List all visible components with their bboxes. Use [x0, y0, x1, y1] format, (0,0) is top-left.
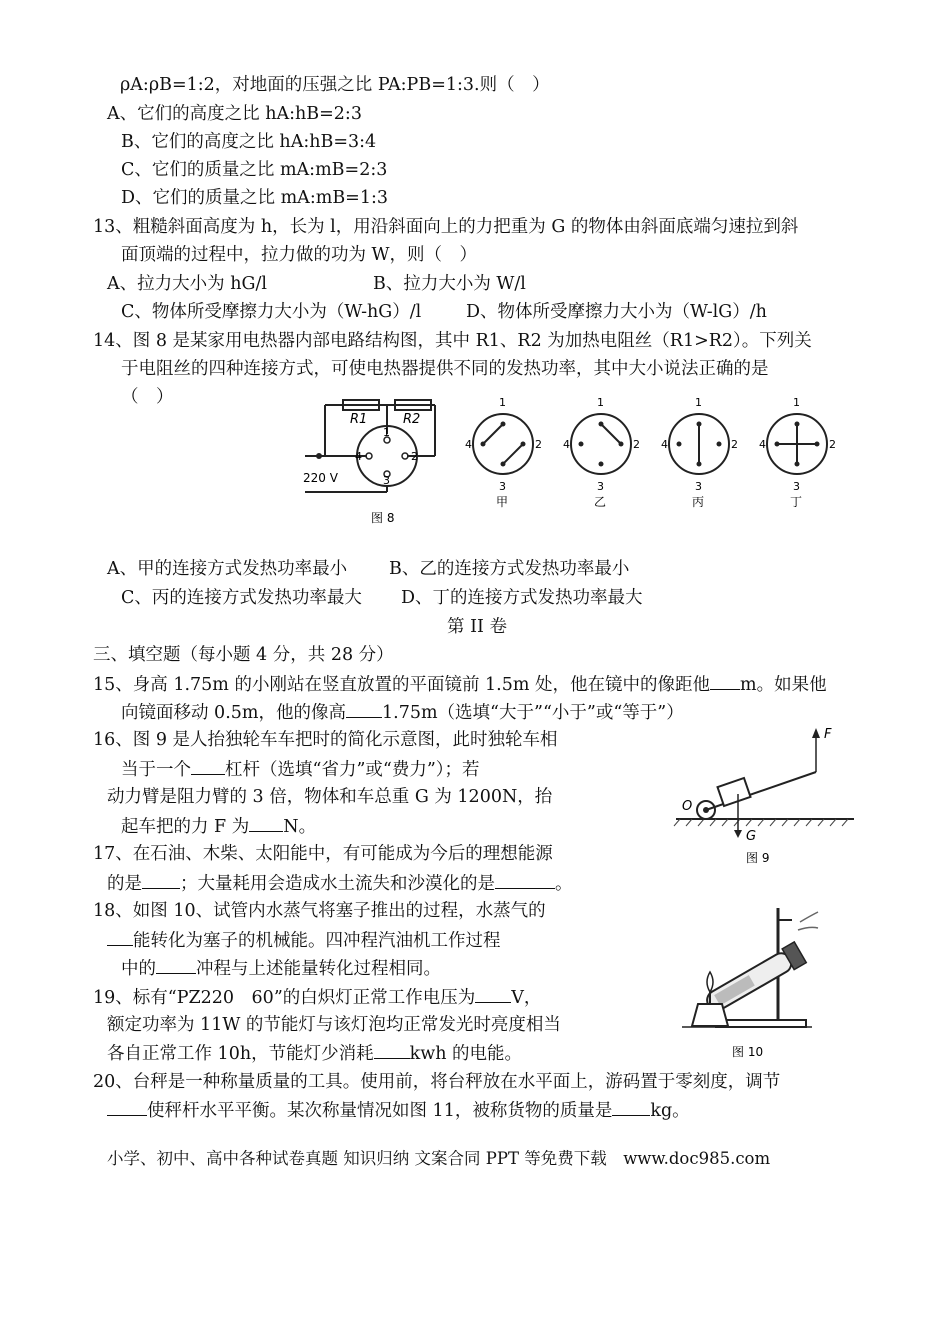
section-2-title: 第 II 卷 — [447, 617, 507, 637]
fig10-caption: 图 10 — [732, 1045, 764, 1059]
svg-text:1: 1 — [695, 396, 702, 409]
label-jia: 甲 — [496, 495, 509, 509]
svg-text:1: 1 — [499, 396, 506, 409]
q15-line2: 向镜面移动 0.5m，他的像高 1.75m（选填“大于”“小于”或“等于”） — [121, 700, 684, 725]
switch-jia — [465, 396, 542, 509]
q14-option-b: B、乙的连接方式发热功率最小 — [389, 559, 630, 579]
q14-option-c: C、丙的连接方式发热功率最大 — [121, 588, 362, 608]
q19-line1: 19、标有“PZ220 60”的白炽灯正常工作电压为 V， — [93, 985, 541, 1010]
switch-ding — [759, 396, 836, 509]
svg-text:2: 2 — [829, 438, 836, 451]
q17-blank-2[interactable] — [495, 871, 555, 889]
q15-blank-2[interactable] — [346, 700, 382, 718]
q14-option-a: A、甲的连接方式发热功率最小 — [107, 559, 348, 579]
q16-blank-1[interactable] — [191, 757, 225, 775]
svg-text:2: 2 — [535, 438, 542, 451]
q18-blank-1[interactable] — [107, 928, 133, 946]
q18-line1: 18、如图 10、试管内水蒸气将塞子推出的过程，水蒸气的 — [93, 901, 546, 921]
label-ding: 丁 — [790, 495, 803, 509]
switch-bing — [661, 396, 738, 509]
q16-blank-2[interactable] — [249, 814, 283, 832]
q16-line3: 动力臂是阻力臂的 3 倍，物体和车总重 G 为 1200N，抬 — [107, 787, 553, 807]
fig8-voltage-label: 220 V — [303, 471, 338, 485]
q13-line1: 13、粗糙斜面高度为 h，长为 l，用沿斜面向上的力把重为 G 的物体由斜面底端匀速拉到斜 — [93, 217, 799, 237]
q15-line1: 15、身高 1.75m 的小刚站在竖直放置的平面镜前 1.5m 处，他在镜中的像距他 m。如果他 — [93, 672, 827, 697]
fig9-force-f: F — [824, 727, 832, 742]
q14-line1: 14、图 8 是某家用电热器内部电路结构图，其中 R1、R2 为加热电阻丝（R1>R2）。下列关 — [93, 331, 812, 351]
fig8-terminal-1: 1 — [383, 426, 390, 439]
svg-text:4: 4 — [759, 438, 766, 451]
footer-link[interactable]: 小学、初中、高中各种试卷真题 知识归纳 文案合同 PPT 等免费下载 www.doc985.com — [107, 1149, 771, 1168]
label-bing: 丙 — [692, 495, 705, 509]
q16-line2: 当于一个 杠杆（选填“省力”或“费力”）；若 — [121, 757, 480, 782]
q20-blank-1[interactable] — [107, 1098, 147, 1116]
q12-option-a: A、它们的高度之比 hA:hB=2:3 — [107, 104, 362, 124]
q18-line2: 能转化为塞子的机械能。四冲程汽油机工作过程 — [107, 928, 501, 953]
q15-blank-1[interactable] — [710, 672, 740, 690]
figure-8-circuit — [295, 392, 850, 532]
svg-text:3: 3 — [597, 480, 604, 493]
svg-text:4: 4 — [465, 438, 472, 451]
q17-line1: 17、在石油、木柴、太阳能中，有可能成为今后的理想能源 — [93, 844, 553, 864]
q18-blank-2[interactable] — [156, 956, 196, 974]
q17-line2: 的是 ；大量耗用会造成水土流失和沙漠化的是 。 — [107, 871, 573, 896]
svg-text:2: 2 — [633, 438, 640, 451]
q20-blank-2[interactable] — [612, 1098, 650, 1116]
q12-option-b: B、它们的高度之比 hA:hB=3:4 — [121, 132, 377, 152]
q13-option-c: C、物体所受摩擦力大小为（W-hG）/l — [121, 302, 422, 322]
fig9-weight-g: G — [746, 829, 757, 844]
svg-text:4: 4 — [563, 438, 570, 451]
q13-option-b: B、拉力大小为 W/l — [373, 274, 526, 294]
svg-text:1: 1 — [597, 396, 604, 409]
section-3-title: 三、填空题（每小题 4 分，共 28 分） — [93, 645, 394, 665]
q13-option-d: D、物体所受摩擦力大小为（W-lG）/h — [466, 302, 767, 322]
q20-line1: 20、台秤是一种称量质量的工具。使用前，将台秤放在水平面上，游码置于零刻度，调节 — [93, 1072, 781, 1092]
q17-blank-1[interactable] — [142, 871, 180, 889]
q12-option-d: D、它们的质量之比 mA:mB=1:3 — [121, 188, 389, 208]
fig8-r1-label: R1 — [350, 412, 368, 427]
q19-blank-1[interactable] — [475, 985, 511, 1003]
fig9-caption: 图 9 — [746, 851, 770, 865]
fig8-terminal-2: 2 — [411, 450, 418, 463]
switch-yi — [563, 396, 640, 509]
svg-text:3: 3 — [695, 480, 702, 493]
q14-line3: （ ） — [121, 387, 174, 407]
fig8-terminal-4: 4 — [355, 450, 362, 463]
label-yi: 乙 — [594, 495, 607, 509]
q16-line4: 起车把的力 F 为 N。 — [121, 814, 316, 839]
q20-line2: 使秤杆水平平衡。某次称量情况如图 11，被称货物的质量是 kg。 — [107, 1098, 690, 1123]
q12-option-c: C、它们的质量之比 mA:mB=2:3 — [121, 160, 388, 180]
svg-text:4: 4 — [661, 438, 668, 451]
q13-option-a: A、拉力大小为 hG/l — [107, 274, 267, 294]
q19-line3: 各自正常工作 10h，节能灯少消耗 kwh 的电能。 — [107, 1041, 522, 1066]
q18-line3: 中的 冲程与上述能量转化过程相同。 — [121, 956, 441, 981]
q19-blank-2[interactable] — [374, 1041, 410, 1059]
fig9-pivot-o: O — [682, 799, 693, 814]
q19-line2: 额定功率为 11W 的节能灯与该灯泡均正常发光时亮度相当 — [107, 1015, 561, 1035]
svg-text:2: 2 — [731, 438, 738, 451]
figure-9-wheelbarrow — [668, 722, 860, 870]
svg-text:3: 3 — [499, 480, 506, 493]
q14-option-d: D、丁的连接方式发热功率最大 — [401, 588, 643, 608]
svg-text:3: 3 — [793, 480, 800, 493]
q14-line2: 于电阻丝的四种连接方式，可使电热器提供不同的发热功率，其中大小说法正确的是 — [121, 359, 769, 379]
q13-line2: 面顶端的过程中，拉力做的功为 W，则（ ） — [121, 245, 478, 265]
q16-line1: 16、图 9 是人抬独轮车车把时的简化示意图，此时独轮车相 — [93, 730, 558, 750]
fig8-terminal-3: 3 — [383, 474, 390, 487]
fig8-caption: 图 8 — [371, 511, 395, 525]
fig8-r2-label: R2 — [403, 412, 421, 427]
q12-stem: ρA:ρB=1:2，对地面的压强之比 PA:PB=1:3.则（ ） — [120, 75, 550, 95]
figure-10-test-tube — [672, 894, 822, 1066]
svg-text:1: 1 — [793, 396, 800, 409]
